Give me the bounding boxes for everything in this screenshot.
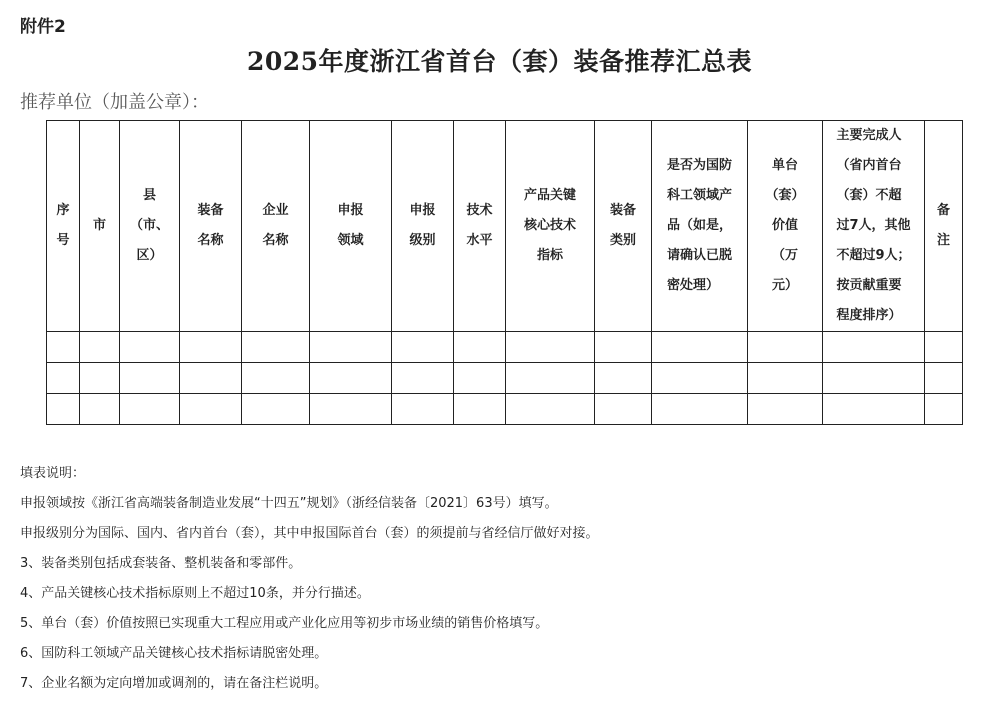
table-cell[interactable] — [506, 394, 595, 425]
table-cell[interactable] — [823, 363, 925, 394]
table-body — [47, 332, 963, 425]
attachment-label: 附件2 — [20, 17, 66, 37]
table-cell[interactable] — [310, 394, 392, 425]
header-cell-application-field: 申报 领域 — [310, 121, 392, 332]
table-cell[interactable] — [506, 332, 595, 363]
table-cell[interactable] — [595, 394, 652, 425]
note-item: 5、单台（套）价值按照已实现重大工程应用或产业化应用等初步市场业绩的销售价格填写。 — [20, 616, 549, 631]
table-cell[interactable] — [595, 332, 652, 363]
table-cell[interactable] — [392, 332, 454, 363]
table-cell[interactable] — [652, 394, 748, 425]
table-cell[interactable] — [120, 394, 180, 425]
table-cell[interactable] — [47, 332, 80, 363]
table-cell[interactable] — [454, 363, 506, 394]
note-item: 7、企业名额为定向增加或调剂的，请在备注栏说明。 — [20, 676, 328, 691]
table-cell[interactable] — [80, 394, 120, 425]
table-cell[interactable] — [652, 332, 748, 363]
filling-instructions — [20, 459, 599, 699]
table-cell[interactable] — [242, 363, 310, 394]
header-cell-tech-level: 技术 水平 — [454, 121, 506, 332]
page-title: 2025年度浙江省首台（套）装备推荐汇总表 — [246, 47, 753, 76]
table-cell[interactable] — [748, 363, 823, 394]
table-cell[interactable] — [47, 363, 80, 394]
table-cell[interactable] — [748, 394, 823, 425]
table-cell[interactable] — [454, 394, 506, 425]
table-cell[interactable] — [310, 332, 392, 363]
recommending-unit-label: 推荐单位（加盖公章）： — [20, 92, 209, 113]
header-cell-county: 县 （市、 区） — [120, 121, 180, 332]
table-cell[interactable] — [925, 332, 963, 363]
notes-heading: 填表说明： — [20, 466, 86, 481]
table-cell[interactable] — [80, 332, 120, 363]
table-cell[interactable] — [120, 332, 180, 363]
summary-table — [46, 120, 963, 425]
table-row — [47, 394, 963, 425]
table-cell[interactable] — [80, 363, 120, 394]
table-cell[interactable] — [506, 363, 595, 394]
note-item: 3、装备类别包括成套装备、整机装备和零部件。 — [20, 556, 302, 571]
header-cell-equipment-category: 装备 类别 — [595, 121, 652, 332]
header-cell-city: 市 — [80, 121, 120, 332]
table-cell[interactable] — [595, 363, 652, 394]
table-cell[interactable] — [454, 332, 506, 363]
table-cell[interactable] — [925, 363, 963, 394]
header-cell-application-level: 申报 级别 — [392, 121, 454, 332]
table-cell[interactable] — [392, 363, 454, 394]
header-cell-unit-value: 单台 （套） 价值 （万 元） — [748, 121, 823, 332]
table-cell[interactable] — [392, 394, 454, 425]
table-cell[interactable] — [120, 363, 180, 394]
table-cell[interactable] — [823, 394, 925, 425]
table-cell[interactable] — [242, 332, 310, 363]
table-cell[interactable] — [47, 394, 80, 425]
note-item: 申报领域按《浙江省高端装备制造业发展“十四五”规划》（浙经信装备〔2021〕63号）填写。 — [20, 496, 558, 511]
header-cell-equipment-name: 装备 名称 — [180, 121, 242, 332]
table-cell[interactable] — [652, 363, 748, 394]
table-cell[interactable] — [242, 394, 310, 425]
table-cell[interactable] — [823, 332, 925, 363]
table-cell[interactable] — [748, 332, 823, 363]
header-cell-company-name: 企业 名称 — [242, 121, 310, 332]
header-cell-defense-field: 是否为国防 科工领域产 品（如是， 请确认已脱 密处理） — [652, 121, 748, 332]
header-cell-seq: 序 号 — [47, 121, 80, 332]
table-row — [47, 332, 963, 363]
note-item: 4、产品关键核心技术指标原则上不超过10条，并分行描述。 — [20, 586, 370, 601]
table-cell[interactable] — [180, 363, 242, 394]
note-item: 申报级别分为国际、国内、省内首台（套），其中申报国际首台（套）的须提前与省经信厅做好对接。 — [20, 526, 599, 541]
table-cell[interactable] — [180, 332, 242, 363]
note-item: 6、国防科工领域产品关键核心技术指标请脱密处理。 — [20, 646, 328, 661]
table-header — [47, 121, 963, 332]
table-row — [47, 363, 963, 394]
header-row — [47, 121, 963, 332]
table-cell[interactable] — [310, 363, 392, 394]
table-cell[interactable] — [180, 394, 242, 425]
header-cell-remarks: 备 注 — [925, 121, 963, 332]
table-cell[interactable] — [925, 394, 963, 425]
header-cell-main-contributors: 主要完成人 （省内首台 （套）不超 过7人，其他 不超过9人； 按贡献重要 程度排序） — [823, 121, 925, 332]
header-cell-key-tech-indicators: 产品关键 核心技术 指标 — [506, 121, 595, 332]
